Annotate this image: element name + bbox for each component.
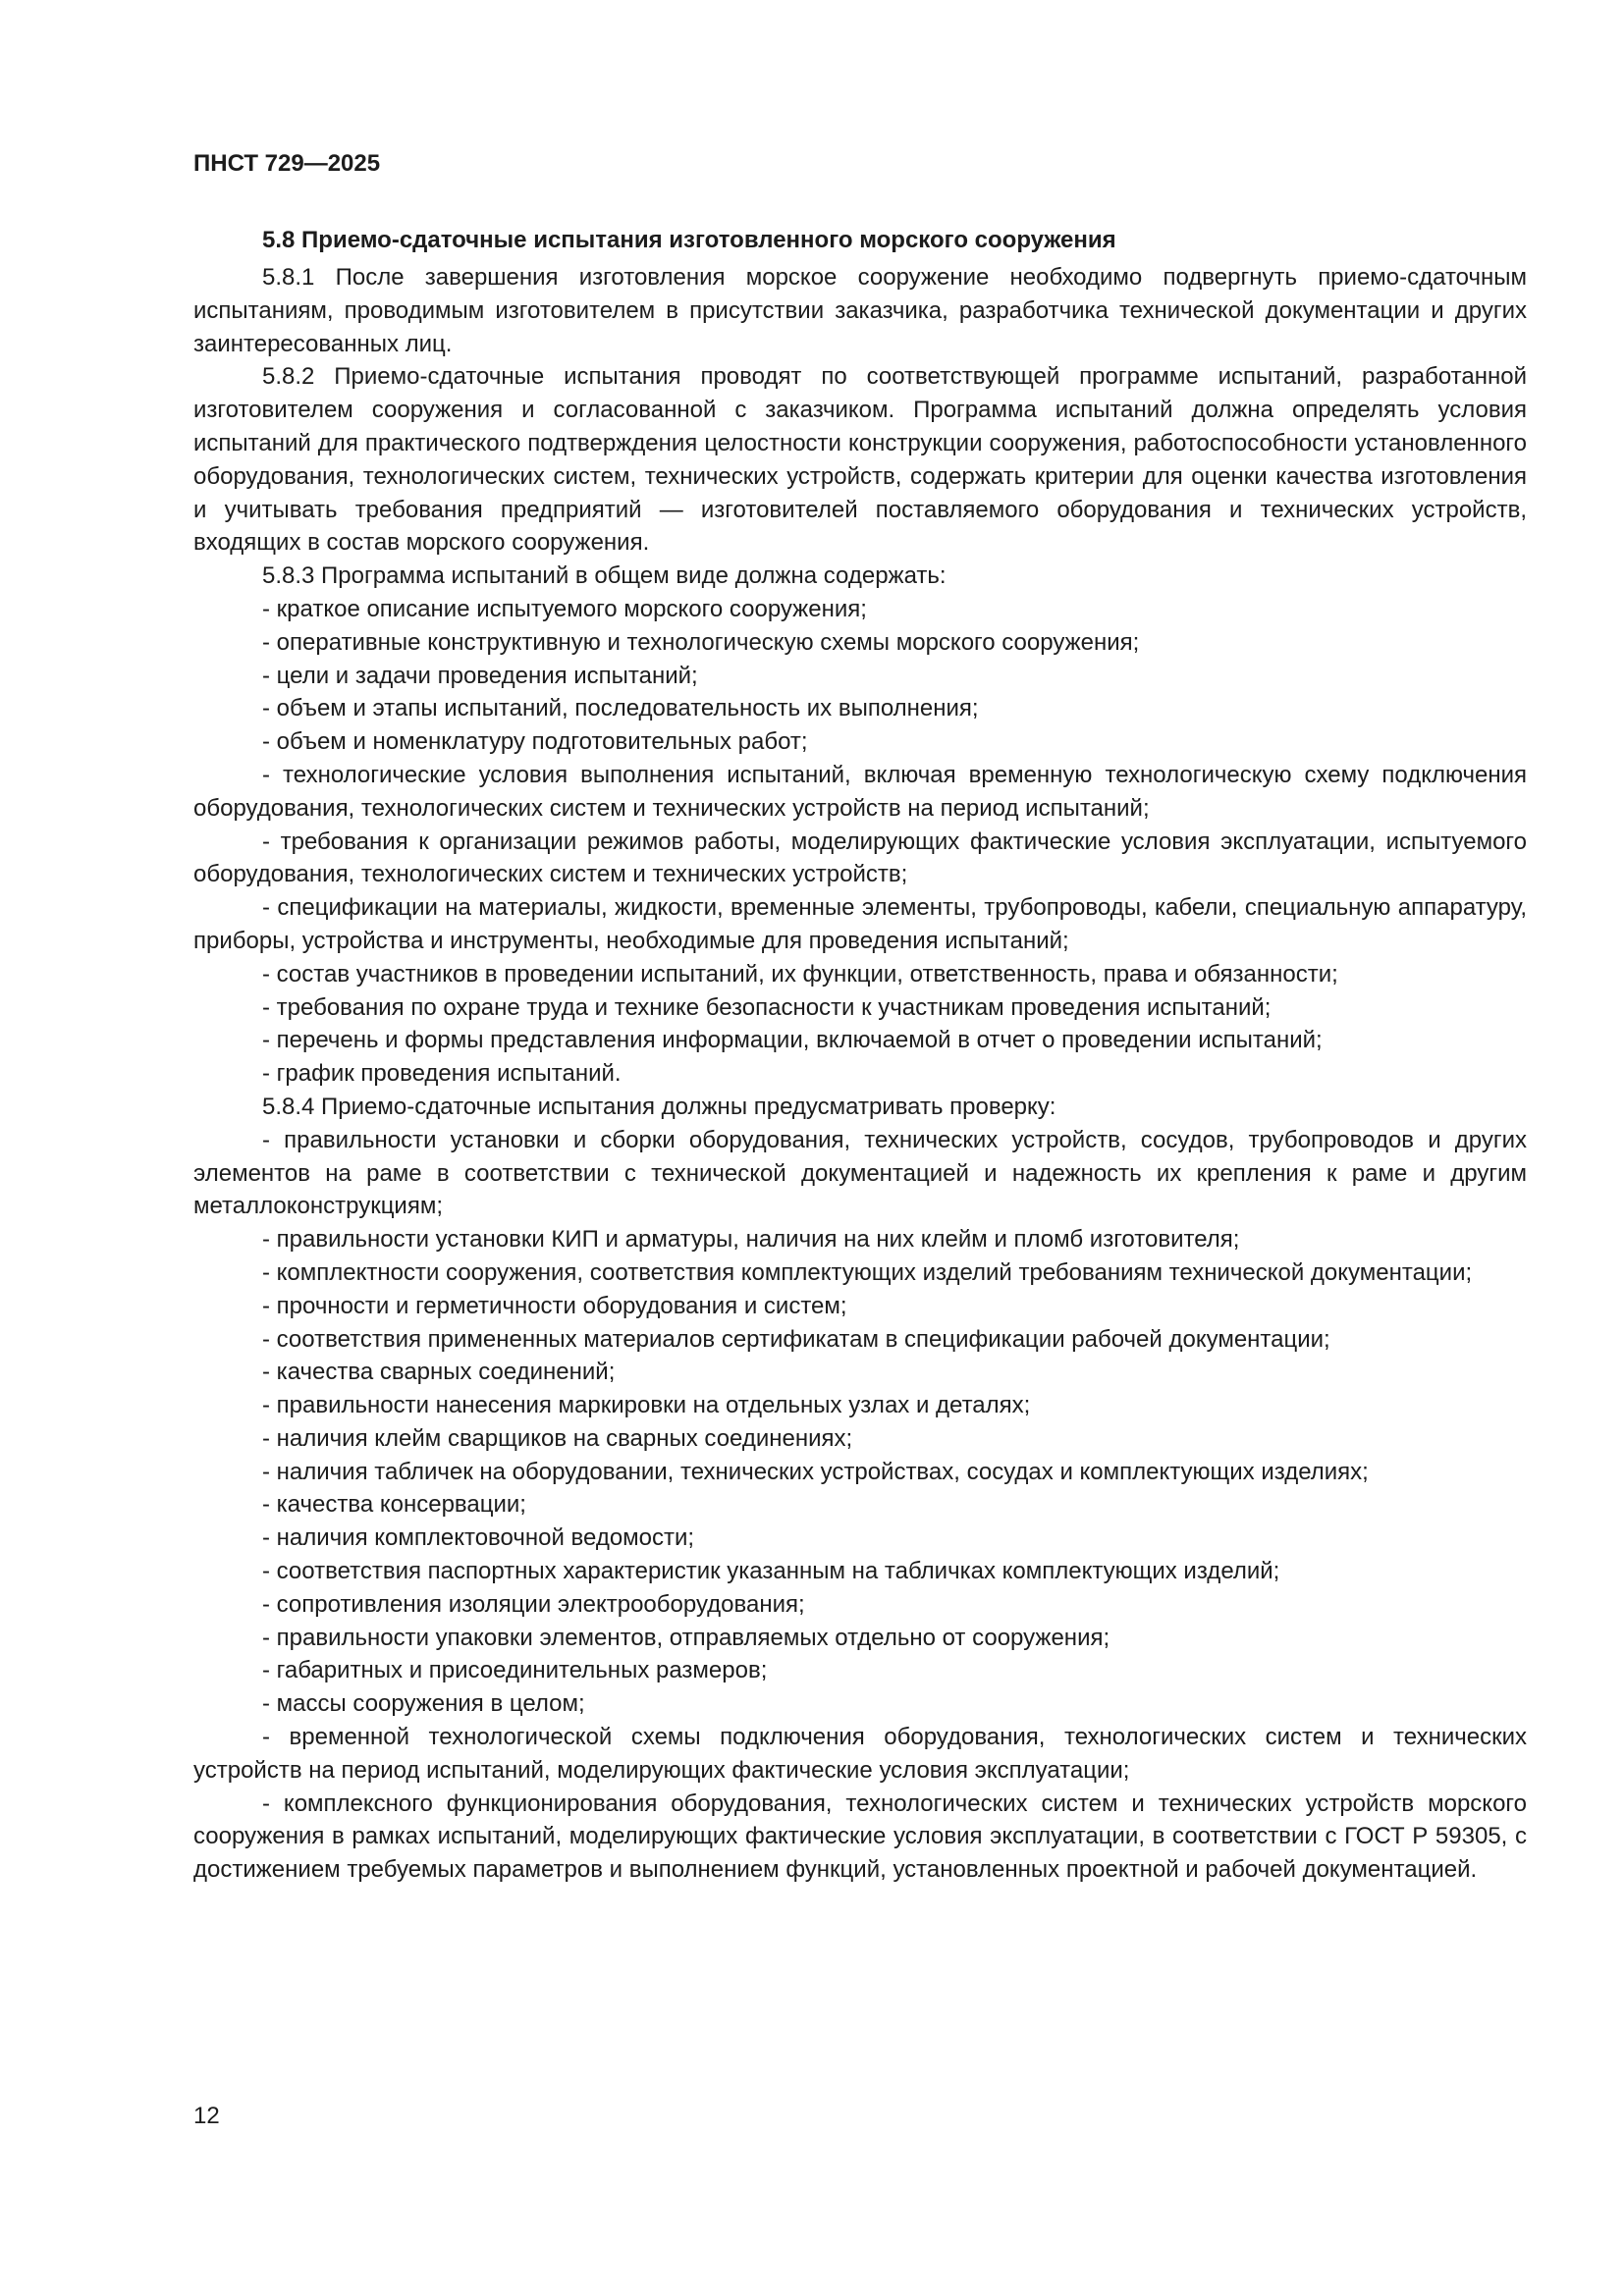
section-body — [193, 224, 1527, 1887]
paragraph: - объем и этапы испытаний, последовательность их выполнения; — [262, 695, 979, 722]
paragraph-list — [193, 261, 1527, 1887]
paragraph: - качества сварных соединений; — [262, 1359, 616, 1386]
paragraph: - прочности и герметичности оборудования и систем; — [262, 1292, 847, 1319]
paragraph: - правильности нанесения маркировки на отдельных узлах и деталях; — [262, 1392, 1031, 1419]
paragraph: - цели и задачи проведения испытаний; — [262, 662, 698, 689]
paragraph: 5.8.3 Программа испытаний в общем виде должна содержать: — [262, 562, 947, 590]
paragraph: - правильности упаковки элементов, отправляемых отдельно от сооружения; — [262, 1624, 1110, 1651]
paragraph: - комплексного функционирования оборудования, технологических систем и технических устройств морского сооружения в рамках испытаний, моделирующих фактические условия эксплуатации, в соответствии с ГОСТ Р 59305, с достижением требуемых параметров и выполнением функций, установленных проектной и рабочей документацией. — [193, 1789, 1527, 1884]
paragraph: - соответствия паспортных характеристик указанным на табличках комплектующих изделий; — [262, 1558, 1280, 1585]
paragraph: - соответствия примененных материалов сертификатам в спецификации рабочей документации; — [262, 1325, 1330, 1353]
paragraph: - краткое описание испытуемого морского сооружения; — [262, 595, 867, 622]
document-code: ПНСТ 729—2025 — [193, 150, 381, 177]
paragraph: - график проведения испытаний. — [262, 1060, 622, 1088]
paragraph: 5.8.4 Приемо-сдаточные испытания должны предусматривать проверку: — [262, 1093, 1056, 1120]
paragraph: - качества консервации; — [262, 1491, 526, 1519]
paragraph: 5.8.1 После завершения изготовления морское сооружение необходимо подвергнуть приемо-сдаточным испытаниям, проводимым изготовителем в присутствии заказчика, разработчика технической документации и других заинтересованных лиц. — [193, 264, 1527, 357]
page-number: 12 — [193, 2103, 220, 2129]
section-title: 5.8 Приемо-сдаточные испытания изготовленного морского сооружения — [262, 227, 1116, 253]
paragraph: - временной технологической схемы подключения оборудования, технологических систем и технических устройств на период испытаний, моделирующих фактические условия эксплуатации; — [193, 1724, 1527, 1784]
paragraph: - правильности установки и сборки оборудования, технических устройств, сосудов, трубопроводов и других элементов на раме в соответствии с технической документацией и надежность их крепления к раме и другим металлоконструкциям; — [193, 1126, 1527, 1220]
paragraph: - объем и номенклатуру подготовительных работ; — [262, 728, 808, 756]
paragraph: - оперативные конструктивную и технологическую схемы морского сооружения; — [262, 628, 1140, 656]
paragraph: - сопротивления изоляции электрооборудования; — [262, 1590, 805, 1618]
paragraph: - габаритных и присоединительных размеров; — [262, 1657, 768, 1684]
paragraph: - правильности установки КИП и арматуры, наличия на них клейм и пломб изготовителя; — [262, 1226, 1240, 1254]
paragraph: - наличия клейм сварщиков на сварных соединениях; — [262, 1424, 853, 1452]
paragraph: 5.8.2 Приемо-сдаточные испытания проводят по соответствующей программе испытаний, разработанной изготовителем сооружения и согласованной с заказчиком. Программа испытаний должна определять условия испытаний для практического подтверждения целостности конструкции сооружения, работоспособности установленного оборудования, технологических систем, технических устройств, содержать критерии для оценки качества изготовления и учитывать требования предприятий — изготовителей поставляемого оборудования и технических устройств, входящих в состав морского сооружения. — [193, 363, 1527, 557]
paragraph: - перечень и формы представления информации, включаемой в отчет о проведении испытаний; — [262, 1027, 1323, 1054]
paragraph: - наличия табличек на оборудовании, технических устройствах, сосудах и комплектующих изделиях; — [262, 1458, 1369, 1485]
paragraph: - требования к организации режимов работы, моделирующих фактические условия эксплуатации, испытуемого оборудования, технологических систем и технических устройств; — [193, 828, 1527, 888]
paragraph: - требования по охране труда и технике безопасности к участникам проведения испытаний; — [262, 993, 1272, 1021]
paragraph: - технологические условия выполнения испытаний, включая временную технологическую схему подключения оборудования, технологических систем и технических устройств на период испытаний; — [193, 761, 1527, 822]
paragraph: - состав участников в проведении испытаний, их функции, ответственность, права и обязанности; — [262, 960, 1338, 988]
paragraph: - комплектности сооружения, соответствия комплектующих изделий требованиям технической документации; — [262, 1258, 1473, 1286]
paragraph: - наличия комплектовочной ведомости; — [262, 1524, 695, 1552]
paragraph: - спецификации на материалы, жидкости, временные элементы, трубопроводы, кабели, специальную аппаратуру, приборы, устройства и инструменты, необходимые для проведения испытаний; — [193, 894, 1527, 954]
paragraph: - массы сооружения в целом; — [262, 1690, 585, 1718]
